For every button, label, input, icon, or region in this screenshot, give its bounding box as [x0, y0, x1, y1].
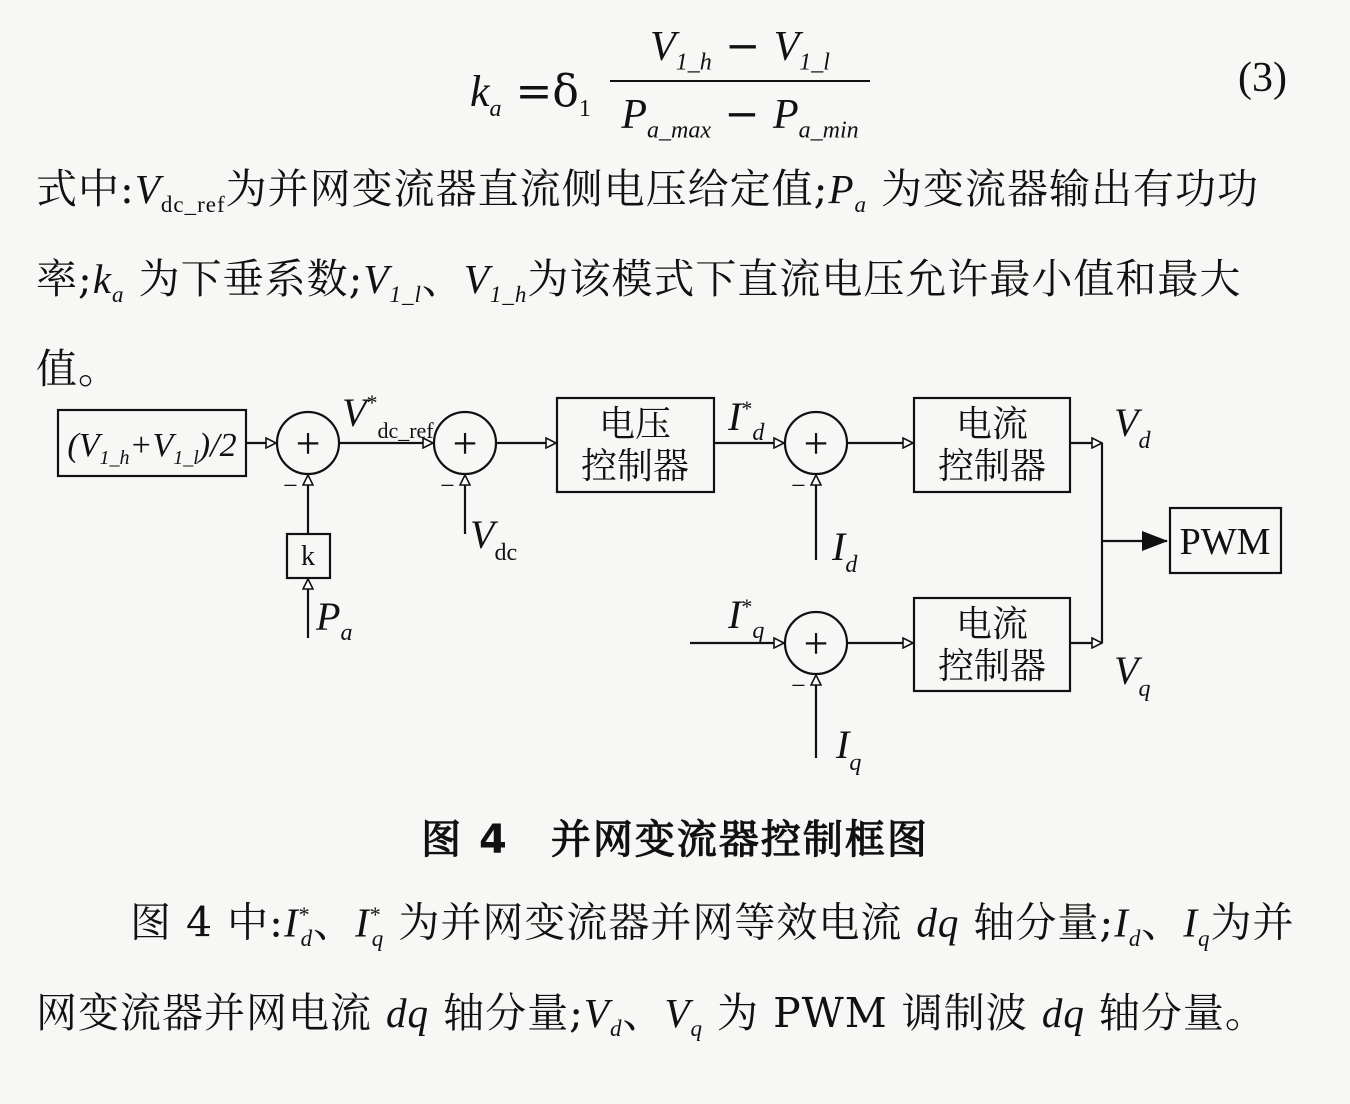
p1-pa-sub: a [854, 192, 867, 218]
svg-text:Vdc [470, 512, 517, 566]
equation-number: (3) [1238, 55, 1287, 101]
p2-text-7: 轴分量; [429, 988, 584, 1037]
eq-k: k [470, 67, 490, 116]
eq-num-b: V [773, 24, 800, 70]
label-vq: V [1114, 648, 1139, 693]
plus-sign-1: + [295, 419, 321, 468]
current-controller-d-line2: 控制器 [937, 446, 1047, 487]
current-controller-d-line1: 电流 [955, 404, 1029, 445]
p1-ka: k [92, 256, 113, 303]
paragraph-figure-explanation [36, 878, 1314, 1066]
equation-lhs [470, 66, 591, 123]
eq-den-b-sub: a_min [798, 117, 859, 144]
label-iq-sub: q [849, 750, 862, 776]
label-id-sub: d [845, 552, 858, 578]
p1-v1h: V [463, 256, 490, 303]
eq-num-a: V [650, 24, 676, 70]
eq-den-minus: − [724, 89, 760, 138]
label-id-ref: I [728, 394, 742, 439]
p1-v1h-sub: 1_h [489, 282, 528, 308]
p2-iq-ref-sub: q [371, 925, 385, 951]
p2-text-8: 、 [622, 988, 665, 1037]
control-block-diagram [0, 380, 1350, 790]
figure-caption: 图 4 并网变流器控制框图 [421, 817, 929, 863]
equation-denominator [610, 86, 870, 142]
p2-vd-sub: d [609, 1016, 623, 1042]
p1-text-2: 为并网变流器直流侧电压给定值; [225, 165, 829, 213]
p1-text-5: 、 [421, 255, 464, 304]
label-pa-sub: a [340, 620, 353, 646]
eq-den-a-sub: a_max [647, 117, 712, 144]
paragraph-definitions [36, 152, 1314, 406]
current-controller-q-line2: 控制器 [937, 646, 1047, 687]
svg-text:Iq [835, 722, 861, 776]
p2-text-4: 轴分量; [959, 898, 1115, 947]
minus-sign-2: − [440, 471, 455, 500]
p2-dq-1: dq [916, 899, 960, 946]
p1-vdcref: V [134, 166, 161, 212]
label-vd-sub: d [1138, 428, 1151, 454]
p2-text-1: 图 4 中: [130, 898, 284, 947]
label-iq-ref-sub: q [752, 618, 765, 644]
p2-id-sub: d [1128, 925, 1142, 951]
label-vq-sub: q [1138, 676, 1151, 702]
svg-text:Vd [1114, 400, 1151, 454]
label-vdc-sub: dc [494, 540, 518, 566]
p2-iq-sub: q [1198, 925, 1211, 951]
minus-sign-q: − [791, 671, 806, 700]
voltage-controller-line2: 控制器 [580, 446, 690, 487]
svg-text:Pa [315, 594, 352, 646]
label-vdc-ref-sub: dc_ref [377, 418, 434, 443]
minus-sign-d: − [791, 471, 806, 500]
p1-v1l: V [363, 256, 390, 303]
p2-id-ref-sub: d [300, 925, 314, 951]
label-vdc: V [470, 512, 495, 557]
p2-text-2: 、 [313, 898, 356, 947]
eq-num-b-sub: 1_l [799, 49, 830, 76]
label-id-ref-star: * [741, 396, 753, 421]
setpoint-box-label: $(V_{1\_h}+V_{1\_l})/2$ [67, 427, 237, 469]
plus-sign-d: + [803, 419, 829, 468]
p2-id-ref-star: * [298, 902, 311, 927]
equation-numerator [610, 18, 870, 74]
svg-text:I*q [727, 592, 764, 644]
svg-text:V*dc_ref [342, 390, 434, 443]
p1-text-1: 式中: [36, 165, 135, 213]
droop-gain-label: k [301, 541, 315, 572]
equation-fraction [610, 18, 870, 142]
p1-pa: P [828, 166, 855, 212]
label-vdc-ref: V [342, 390, 367, 435]
p2-vq-sub: q [690, 1016, 703, 1042]
p2-id: I [1114, 899, 1129, 946]
label-id: I [832, 524, 846, 569]
eq-k-sub: a [489, 95, 502, 122]
p2-text-6: 为并网变流器并网电流 [36, 898, 1295, 1037]
label-vdc-ref-star: * [366, 390, 378, 415]
plus-sign-2: + [452, 419, 478, 468]
label-id-ref-sub: d [752, 420, 765, 446]
eq-den-b: P [772, 92, 799, 138]
equation-3 [470, 18, 890, 144]
p2-text-3: 为并网变流器并网等效电流 [384, 898, 917, 947]
p1-v1l-sub: 1_l [389, 282, 422, 308]
p2-dq-3: dq [1041, 989, 1085, 1036]
label-iq-ref-star: * [741, 594, 753, 619]
eq-den-a: P [621, 92, 648, 138]
minus-sign-1: − [283, 471, 298, 500]
eq-delta-sub: 1 [578, 95, 591, 122]
p1-text-6: 为该模式下直流电压允许最小值和最大值。 [36, 255, 1242, 394]
fraction-bar [610, 80, 870, 82]
p2-iq-ref: I [355, 899, 370, 946]
label-iq: I [836, 722, 850, 767]
p2-text-9: 为 PWM 调制波 [703, 988, 1042, 1037]
label-vd: V [1114, 400, 1139, 445]
p1-vdcref-sub: dc_ref [160, 192, 226, 218]
p1-text-4: 为下垂系数; [124, 255, 364, 304]
p2-iq-ref-star: * [369, 902, 382, 927]
p2-text-10: 轴分量。 [1084, 988, 1267, 1037]
pwm-label: PWM [1179, 521, 1271, 563]
voltage-controller-line1: 电压 [598, 404, 672, 445]
label-iq-ref: I [728, 592, 742, 637]
p2-vq: V [664, 989, 691, 1036]
current-controller-q-line1: 电流 [955, 604, 1029, 645]
eq-num-a-sub: 1_h [675, 49, 712, 76]
p2-text-5: 、 [1141, 898, 1184, 947]
p2-vd: V [583, 989, 610, 1036]
p1-ka-sub: a [112, 282, 125, 308]
p2-iq: I [1183, 899, 1199, 946]
plus-sign-q: + [803, 619, 829, 668]
label-pa: P [316, 594, 341, 639]
p2-dq-2: dq [386, 989, 430, 1036]
p1-text-3: 为变流器输出有功功率; [36, 165, 1260, 304]
svg-text:Id [831, 524, 858, 578]
svg-text:I*d [727, 394, 765, 446]
svg-text:Vq [1114, 648, 1150, 702]
eq-equals-delta: =δ [515, 66, 579, 117]
eq-num-minus: − [725, 21, 761, 70]
p2-id-ref: I [283, 899, 299, 946]
